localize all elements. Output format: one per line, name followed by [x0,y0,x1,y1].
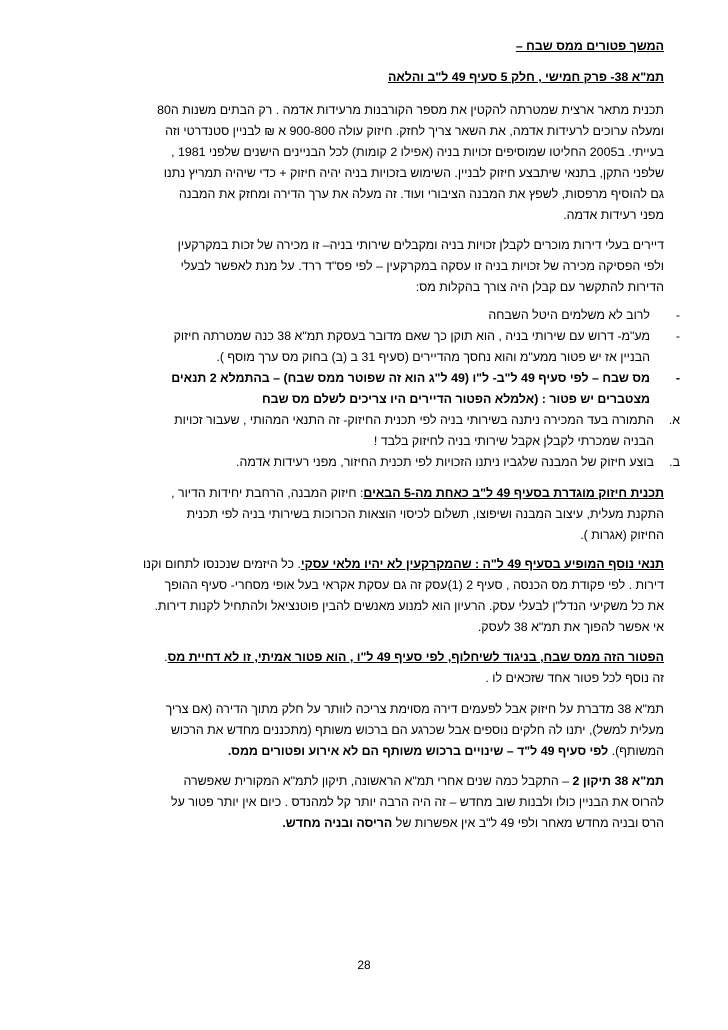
line-text: . כל היזמים שנכנסו לתחום וקנו [142,557,301,571]
paragraph-line: זה נוסף לכל פטור אחד שזכאים לו . [485,671,664,685]
paragraph-line [108,484,664,502]
line-text: . [164,650,168,664]
paragraph-line: מעלית למשל), יתנו לה חלקים נוספים אבל שכרגע הם ברכוש משותף (מתכננים מחדש את הרכוש [170,723,664,737]
sublist-item: הבניה שמכרתי לקבלן אקבל שירותי בניה לחיזוק בלבד ! [373,434,654,448]
paragraph-line: בעייתי. ב2005 החליטו שמוסיפים זכויות בניה (אפילו 2 קומות) לכל הבניינים הישנים שלפני 1981 , [171,145,664,159]
page-number: 28 [357,958,371,972]
list-bullet: - [675,308,680,322]
sublist-item: בוצע חיזוק של המבנה שלגביו ניתנו הזכויות לפי תכנית החיזור, מפני רעידות אדמה. [236,455,654,469]
bold-term: תכנית חיזוק מוגדרת בסעיף 49 ל"ב כאחת מה-5 הבאים [363,486,664,500]
line-text: הרס ובניה מחדש מאחר ולפי 49 ל"ב אין אפשרות של [392,816,664,830]
list-item: מס שבח – לפי סעיף 49 ל"ב- ל"ו (49 ל"ג הוא זה שפוטר ממס שבח) – בהתמלא 2 תנאים [171,371,650,385]
paragraph-line: אי אפשר להפוך את תמ"א 38 לעסק. [477,620,664,634]
paragraph-line: דיירים בעלי דירות מוכרים לקבלן זכויות בניה ומקבלים שירותי בניה– זו מכירה של זכות במקרקעין [177,238,664,252]
paragraph-line: שלפני התקן, בתנאי שיתבצע חיזוק לבניין. השימוש בזכויות בניה יהיה חיזוק + כדי שיהיה תמריץ נתנו [163,166,664,180]
bold-term: תנאי נוסף המופיע בסעיף 49 ל"ה : שהמקרקעין לא יהיו מלאי עסקי [300,557,664,571]
continuation-heading: המשך פטורים ממס שבח – [515,39,664,53]
line-text: : חיזוק המבנה, הרחבת יחידות הדיור , [171,486,364,500]
list-bullet: - [675,329,680,343]
bold-term: הפטור הזה ממס שבח, בניגוד לשיחלוף, לפי סעיף 49 ל"ו , הוא פטור אמיתי, זו לא דחיית מס [167,650,664,664]
paragraph-line: גם להוסיף מרפסות, לשפץ את המבנה הציבורי ועוד. זה מעלה את ערך הדירה ומחזק את המבנה [178,187,664,201]
paragraph-line [108,555,664,573]
paragraph-line: תמ"א 38 מדברת על חיזוק אבל לפעמים דירה מסוימת צריכה לוותר על חלק מתוך הדירה (אם צריך [165,702,664,716]
paragraph-line: את כל משקיעי הנדל"ן לבעלי עסק. הרעיון הוא למנוע מאנשים להבין פוטנציאל ולהתחיל לקנות דירות. [154,599,664,613]
paragraph-line [108,742,664,760]
paragraph-line: להרוס את הבניין כולו ולבנות שוב מחדש – זה היה הרבה יותר קל למהנדס . כיום אין יותר פטור על [171,795,664,809]
paragraph-line: ומעלה ערוכים לרעידות אדמה, את השאר צריך לחזק. חיזוק עולה 900-800 א ₪ לבניין סטנדרטי וזה [165,124,664,138]
paragraph-line: הדירות להתקשר עם קבלן היה צורך בהקלות מס: [415,280,664,294]
list-item: מצטברים יש פטור : (אלמלא הפטור הדיירים היו צריכים לשלם מס שבח [261,392,650,406]
paragraph-line: מפני רעידות אדמה. [563,208,664,222]
bold-term: לפי סעיף 49 ל"ד – שינויים ברכוש משותף הם לא אירוע ופטורים ממס. [227,744,612,758]
paragraph-line: ולפי הפסיקה מכירה של זכויות בניה זו עסקה במקרקעין – לפי פס"ד ררד. על מנת לאפשר לבעלי [180,259,664,273]
paragraph-line: תכנית מתאר ארצית שמטרתה להקטין את מספר הקורבנות מרעידות אדמה . רק הבתים משנות ה80 [157,103,664,117]
sublist-mark: ב. [669,455,680,469]
paragraph-line [108,814,664,832]
list-item: הבניין אז יש פטור ממע"מ והוא נחסך מהדיירים (סעיף 31 ב (ב) בחוק מס ערך מוסף ). [216,350,650,364]
bold-term: הריסה ובניה מחדש. [282,816,393,830]
paragraph-line: התקנת מעלית, עיצוב המבנה ושיפוצו, תשלום לכיסוי הוצאות הכרוכות בשירותי בניה לפי תכנית [186,507,664,521]
paragraph-line: החיזוק (אגרות ). [580,528,664,542]
list-bullet: - [675,371,680,385]
line-text: – התקבל כמה שנים אחרי תמ"א הראשונה, תיקון לתמ"א המקורית שאפשרה [183,774,573,788]
paragraph-line [108,648,664,666]
list-item: מע"מ- דרוש עם שירותי בניה , הוא תוקן כך שאם מדובר בעסקת תמ"א 38 כנה שמטרתה חיזוק [173,329,650,343]
section-title: תמ"א 38- פרק חמישי , חלק 5 סעיף 49 ל"ב והלאה [387,70,664,84]
line-text: המשותף). [611,744,664,758]
sublist-mark: א. [668,413,680,427]
list-item: לרוב לא משלמים היטל השבחה [488,308,650,322]
bold-term: תמ"א 38 תיקון 2 [572,774,664,788]
sublist-item: התמורה בעד המכירה ניתנה בשירותי בניה לפי תכנית החיזוק- זה התנאי המהותי , שעבור זכויות [174,413,654,427]
paragraph-line [108,772,664,790]
paragraph-line: דירות . לפי פקודת מס הכנסה , סעיף 2 (1)עסק זה גם עסקת אקראי בעל אופי מסחרי- סעיף ההופך [164,578,664,592]
